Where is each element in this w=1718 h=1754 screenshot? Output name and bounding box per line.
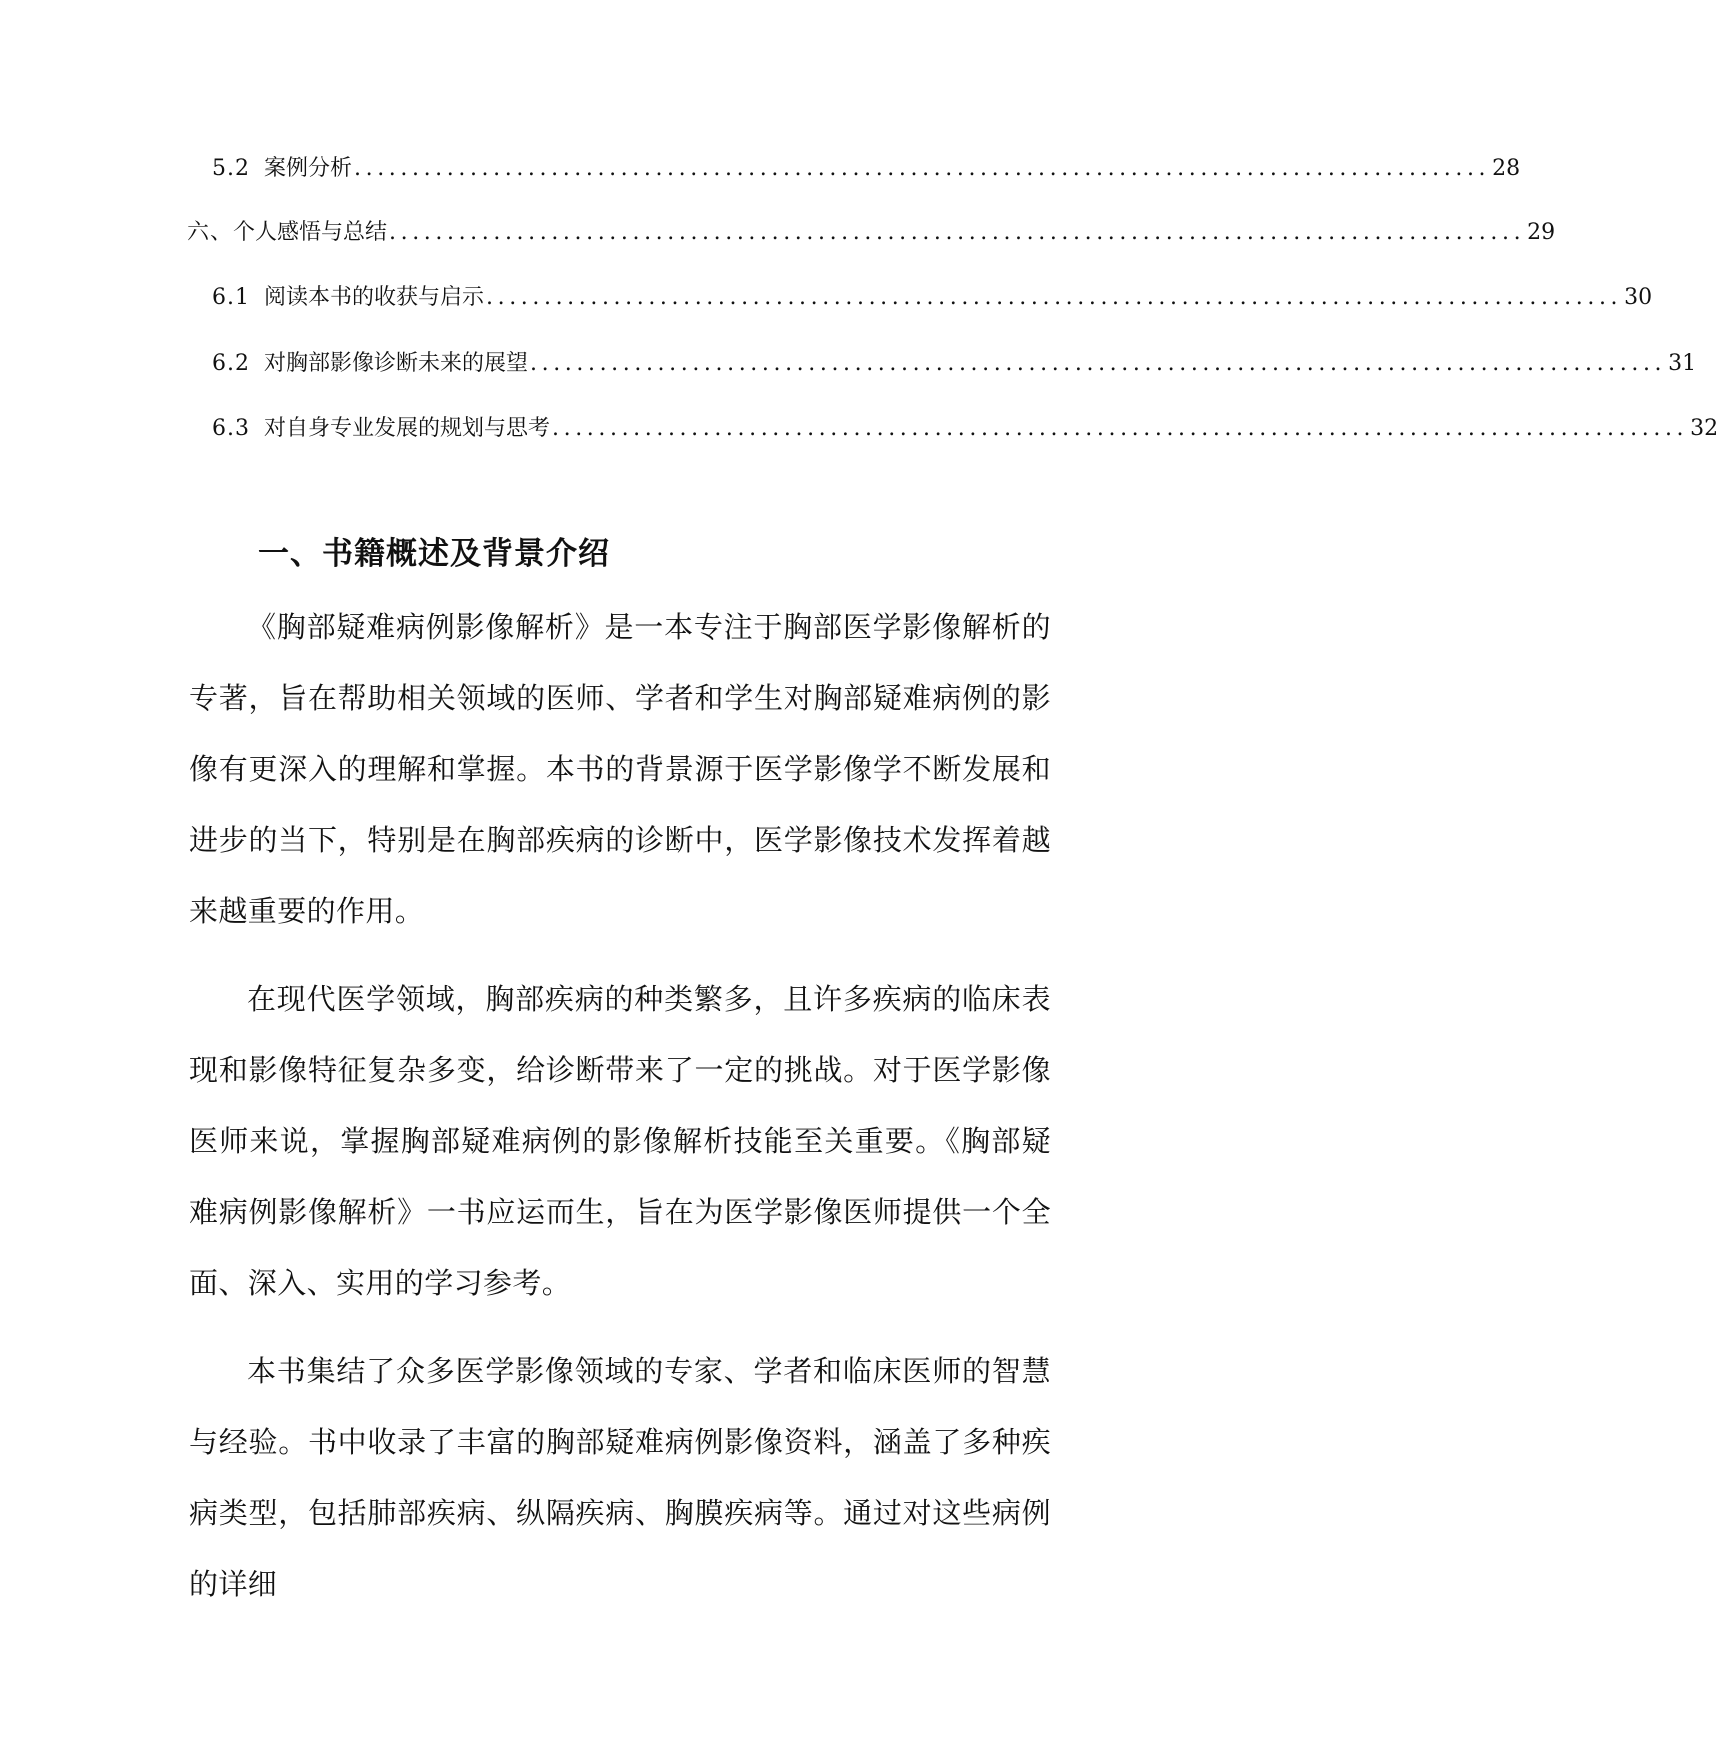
toc-leader-dots: ..................................................................................................: [552, 416, 1689, 441]
toc-entry-title: 案例分析: [264, 156, 353, 181]
toc-entry-page: 29: [1527, 220, 1556, 245]
toc-entry-6-2[interactable]: [212, 349, 1697, 379]
body-paragraph: 本书集结了众多医学影像领域的专家、学者和临床医师的智慧与经验。书中收录了丰富的胸部疑难病例影像资料，涵盖了多种疾病类型，包括肺部疾病、纵隔疾病、胸膜疾病等。通过对这些病例的详细: [189, 1354, 1051, 1601]
toc-entry-number: 六、: [187, 220, 234, 245]
body-paragraph: 在现代医学领域，胸部疾病的种类繁多，且许多疾病的临床表现和影像特征复杂多变，给诊断带来了一定的挑战。对于医学影像医师来说，掌握胸部疑难病例的影像解析技能至关重要。《胸部疑难病例影像解析》一书应运而生，旨在为医学影像医师提供一个全面、深入、实用的学习参考。: [189, 982, 1051, 1300]
toc-entry-page: 28: [1492, 156, 1521, 181]
toc-leader-dots: ..................................................................................................: [354, 156, 1491, 181]
body-paragraph: 《胸部疑难病例影像解析》是一本专注于胸部医学影像解析的专著，旨在帮助相关领域的医师、学者和学生对胸部疑难病例的影像有更深入的理解和掌握。本书的背景源于医学影像学不断发展和进步的当下，特别是在胸部疾病的诊断中，医学影像技术发挥着越来越重要的作用。: [189, 610, 1051, 928]
toc-leader-dots: ..................................................................................................: [530, 351, 1667, 376]
toc-entry-title: 个人感悟与总结: [233, 220, 388, 245]
section-body: [189, 592, 1051, 1637]
toc-entry-6-3[interactable]: [212, 414, 1718, 444]
toc-entry-number: 5.2: [212, 156, 250, 181]
toc-leader-dots: ..................................................................................................: [486, 285, 1623, 310]
toc-entry-title: 阅读本书的收获与启示: [264, 285, 485, 310]
toc-entry-page: 30: [1624, 285, 1653, 310]
toc-entry-page: 32: [1690, 416, 1718, 441]
toc-entry-5-2[interactable]: [212, 154, 1521, 184]
section-heading: 一、书籍概述及背景介绍: [258, 535, 610, 572]
toc-entry-number: 6.3: [212, 416, 250, 441]
toc-entry-number: 6.2: [212, 351, 250, 376]
toc-entry-title: 对自身专业发展的规划与思考: [264, 416, 551, 441]
toc-entry-6[interactable]: [187, 218, 1556, 248]
toc-leader-dots: ..................................................................................................: [389, 220, 1526, 245]
toc-entry-title: 对胸部影像诊断未来的展望: [264, 351, 529, 376]
toc-entry-6-1[interactable]: [212, 283, 1653, 313]
toc-entry-number: 6.1: [212, 285, 250, 310]
toc-entry-page: 31: [1668, 351, 1697, 376]
